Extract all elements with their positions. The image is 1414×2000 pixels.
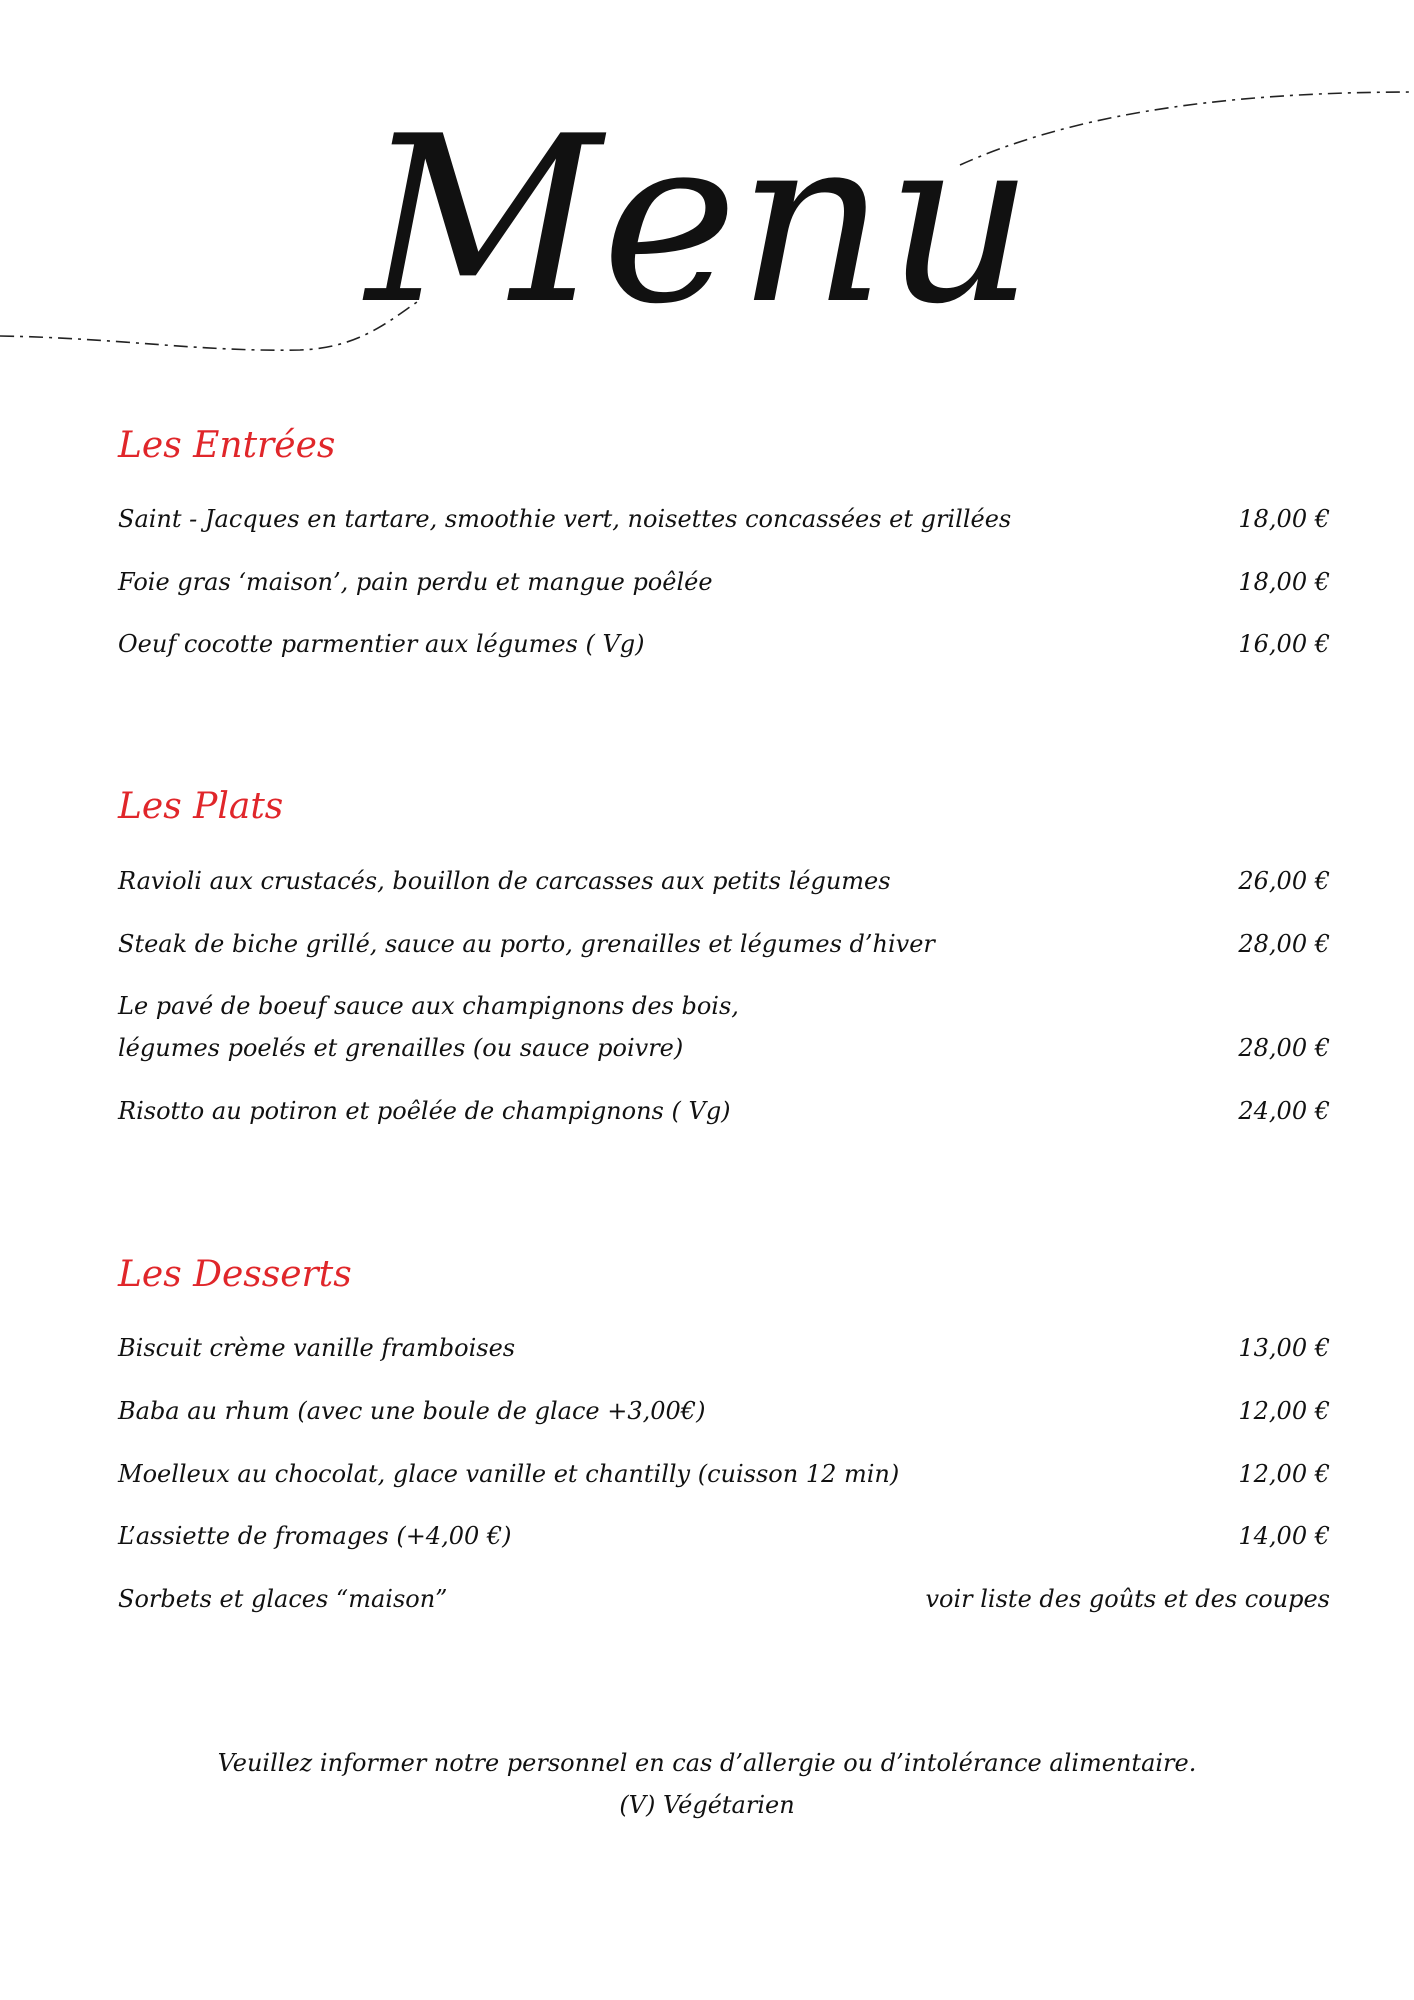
menu-item-name: Oeuf cocotte parmentier aux légumes ( Vg) [118, 630, 645, 658]
menu-item-name: Ravioli aux crustacés, bouillon de carcasses aux petits légumes [118, 867, 891, 895]
menu-item-name: Baba au rhum (avec une boule de glace +3,00€) [118, 1397, 706, 1425]
title-flourish-icon [0, 0, 1414, 420]
menu-item-price: 28,00 € [1238, 1034, 1330, 1062]
menu-item-name: Le pavé de boeuf sauce aux champignons des bois, [118, 992, 739, 1020]
section-title-entrees: Les Entrées [118, 425, 336, 466]
menu-item-price: 13,00 € [1238, 1334, 1330, 1362]
menu-item-price: 12,00 € [1238, 1397, 1330, 1425]
menu-item-name-line2: légumes poelés et grenailles (ou sauce poivre) [118, 1034, 684, 1062]
section-title-plats: Les Plats [118, 786, 284, 827]
menu-item-price: 16,00 € [1238, 630, 1330, 658]
vegetarian-legend: (V) Végétarien [619, 1791, 795, 1819]
menu-title-header [0, 0, 1414, 420]
menu-item-name: Risotto au potiron et poêlée de champignons ( Vg) [118, 1097, 731, 1125]
menu-item-price: 14,00 € [1238, 1522, 1330, 1550]
menu-item-price: voir liste des goûts et des coupes [925, 1585, 1330, 1613]
menu-item-price: 24,00 € [1238, 1097, 1330, 1125]
menu-item-name: Biscuit crème vanille framboises [118, 1334, 516, 1362]
allergy-notice: Veuillez informer notre personnel en cas d’allergie ou d’intolérance alimentaire. [217, 1749, 1197, 1777]
menu-item-name: Saint - Jacques en tartare, smoothie vert, noisettes concassées et grillées [118, 505, 1012, 533]
menu-item-price: 26,00 € [1238, 867, 1330, 895]
page-title: Menu [366, 88, 1034, 355]
menu-item-price: 18,00 € [1238, 568, 1330, 596]
menu-item-price: 12,00 € [1238, 1460, 1330, 1488]
menu-item-name: Sorbets et glaces “maison” [118, 1585, 448, 1613]
menu-item-name: Foie gras ‘maison’, pain perdu et mangue poêlée [118, 568, 713, 596]
menu-item-name: Steak de biche grillé, sauce au porto, grenailles et légumes d’hiver [118, 930, 935, 958]
menu-item-price: 18,00 € [1238, 505, 1330, 533]
menu-item-name: Moelleux au chocolat, glace vanille et chantilly (cuisson 12 min) [118, 1460, 900, 1488]
menu-item-name: L’assiette de fromages (+4,00 €) [118, 1522, 512, 1550]
section-title-desserts: Les Desserts [118, 1254, 352, 1295]
menu-item-price: 28,00 € [1238, 930, 1330, 958]
